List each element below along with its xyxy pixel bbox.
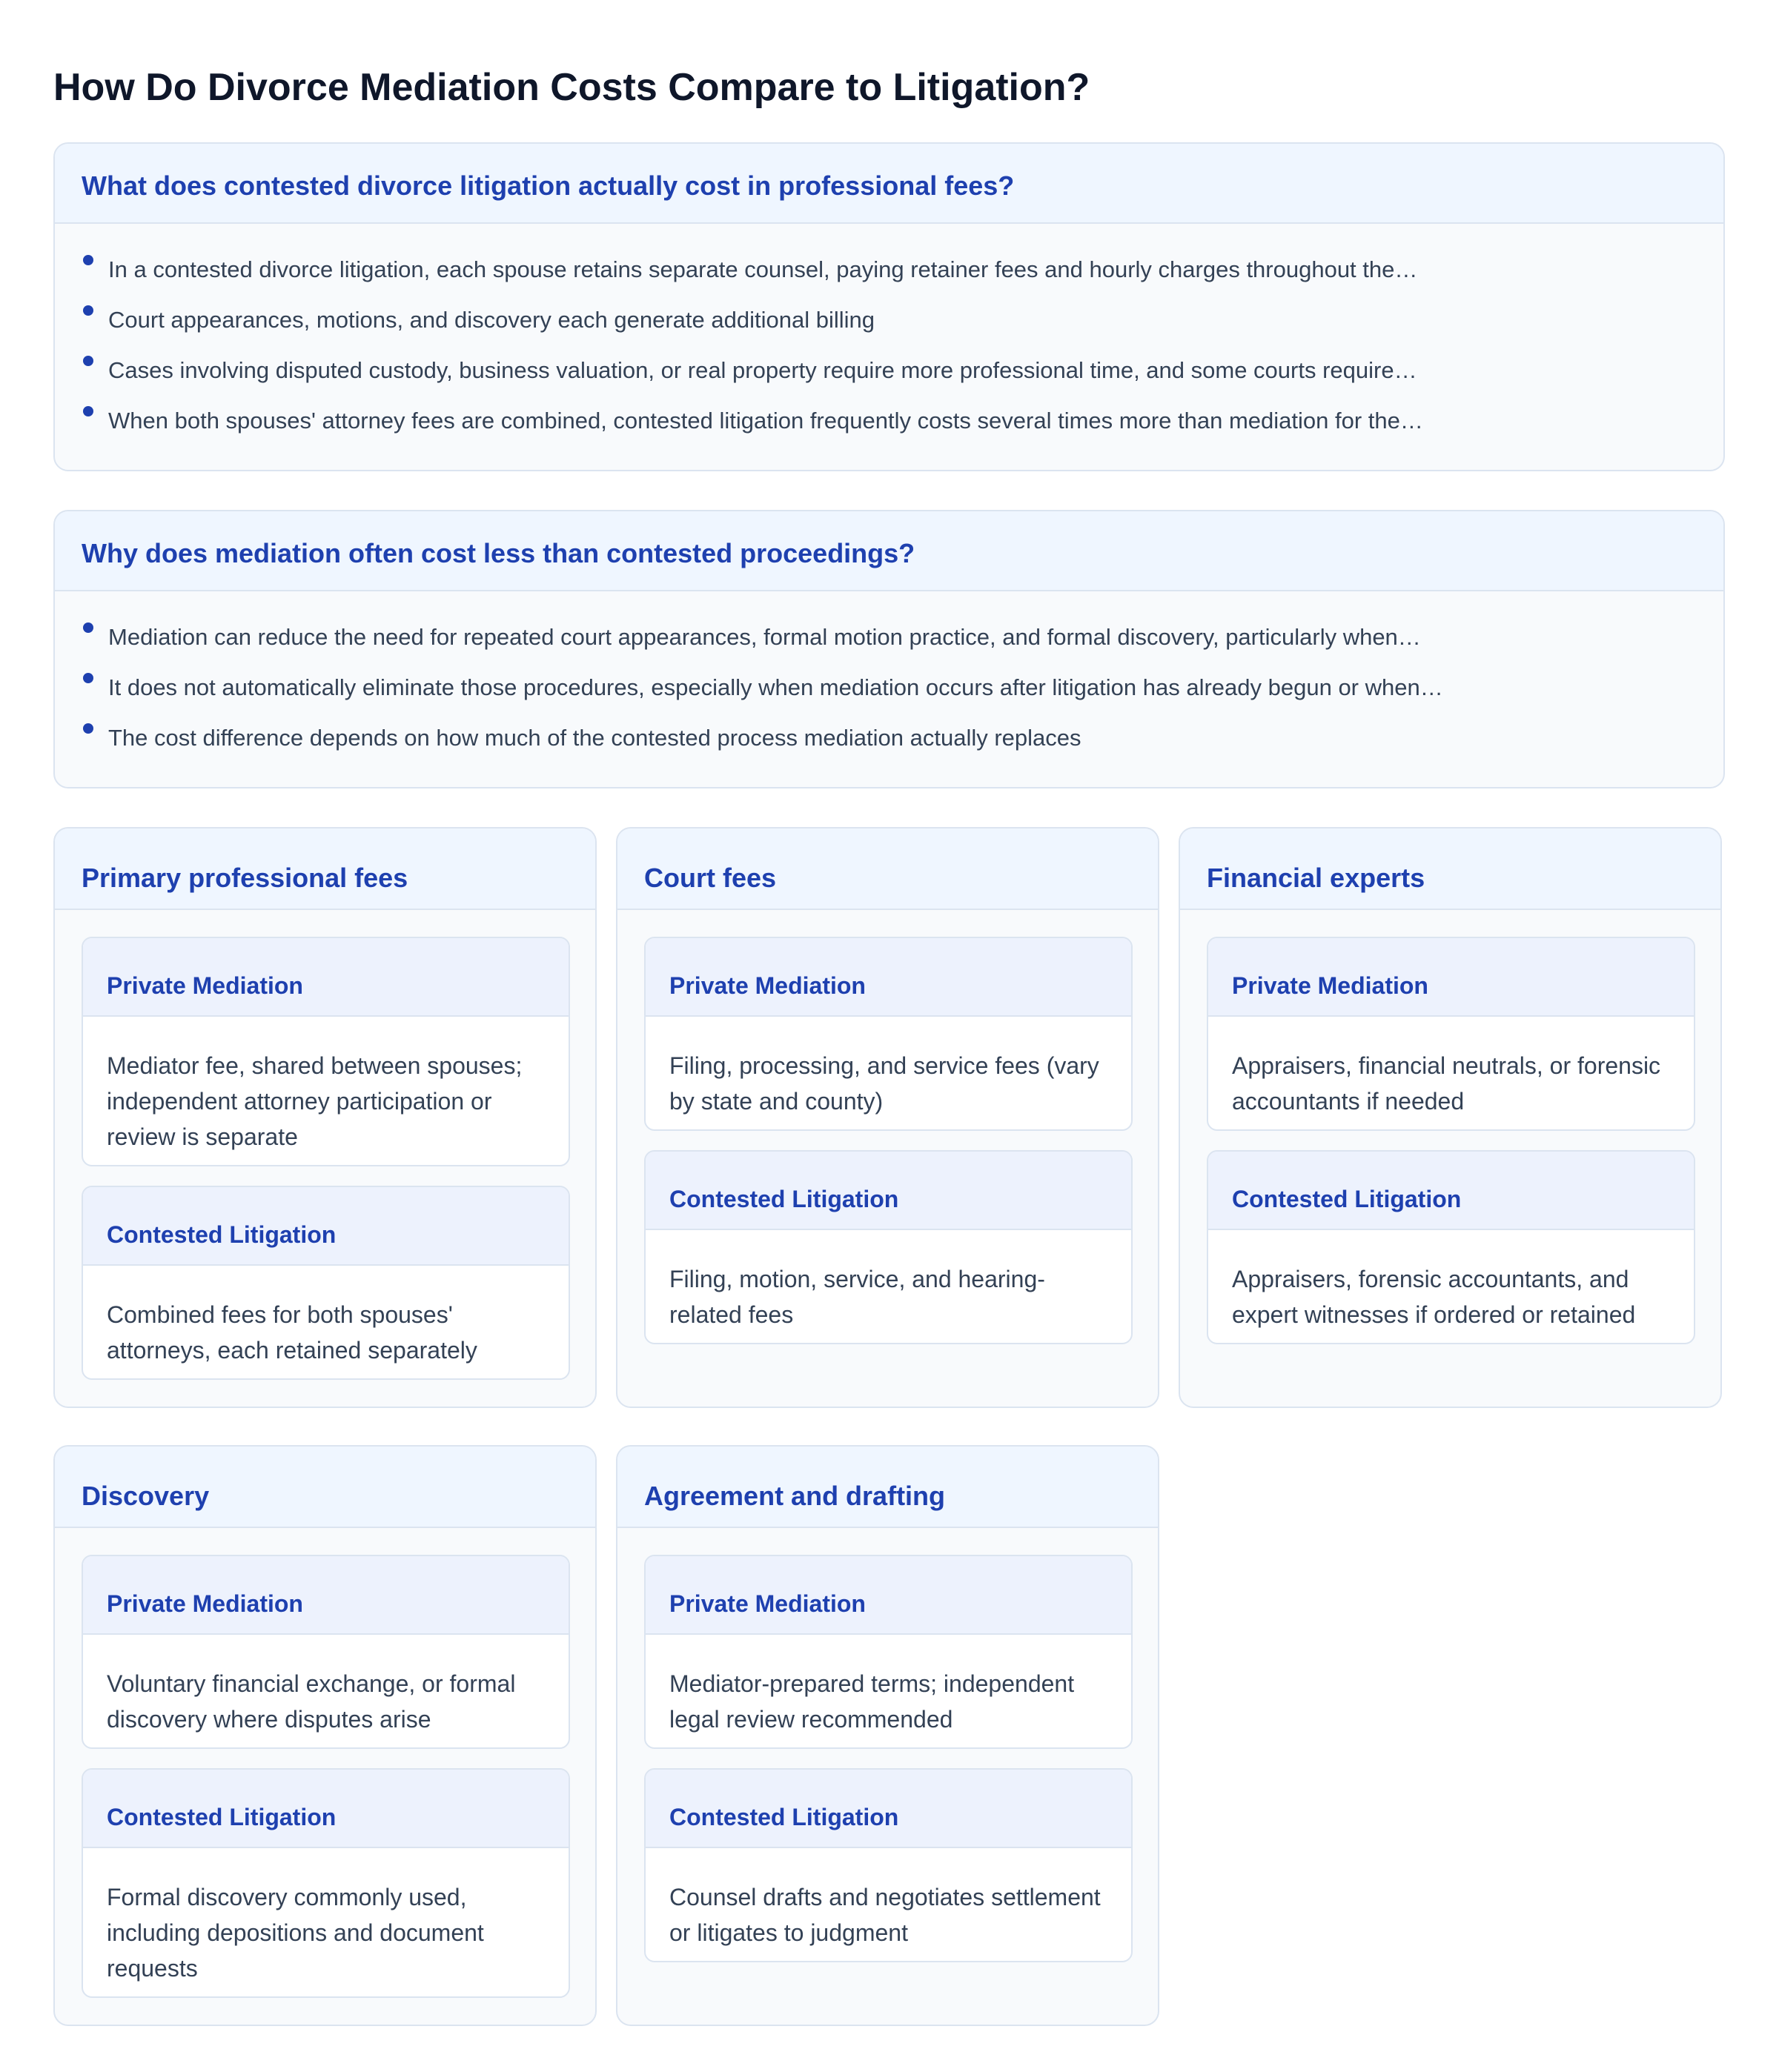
card-header: [617, 1447, 1158, 1528]
litigation-text: Combined fees for both spouses' attorneys, each retained separately: [107, 1301, 477, 1364]
faq-question: Why does mediation often cost less than contested proceedings?: [82, 538, 915, 568]
card-title: Primary professional fees: [82, 863, 408, 893]
card-title: Discovery: [82, 1481, 210, 1511]
bullet-text: The cost difference depends on how much of the contested process mediation actually replaces: [108, 725, 1081, 751]
mediation-text: Filing, processing, and service fees (vary by state and county): [669, 1052, 1099, 1115]
mediation-label: Private Mediation: [107, 1590, 303, 1617]
bullet-dot-icon: [83, 305, 93, 316]
bullet-item: [82, 253, 1697, 304]
bullet-item: [82, 304, 1697, 354]
mediation-box: [82, 1555, 570, 1749]
bullet-dot-icon: [83, 673, 93, 683]
faq-header: [55, 511, 1723, 591]
litigation-text: Filing, motion, service, and hearing-related fees: [669, 1266, 1045, 1328]
mediation-box: [644, 937, 1133, 1131]
bullet-item: [82, 671, 1697, 722]
mediation-label: Private Mediation: [669, 1590, 866, 1617]
card-title: Agreement and drafting: [644, 1481, 946, 1511]
mediation-box: [644, 1555, 1133, 1749]
litigation-text: Formal discovery commonly used, including depositions and document requests: [107, 1884, 484, 1982]
bullet-dot-icon: [83, 723, 93, 734]
bullet-text: Mediation can reduce the need for repeated court appearances, formal motion practice, and formal discovery, particularly when…: [108, 624, 1421, 650]
comparison-card: [53, 1445, 597, 2026]
litigation-box: [1207, 1150, 1695, 1344]
mediation-label: Private Mediation: [1232, 972, 1428, 999]
bullet-text: Cases involving disputed custody, business valuation, or real property require more professional time, and some courts require…: [108, 357, 1417, 383]
faq-header: [55, 144, 1723, 224]
comparison-grid: [53, 827, 1725, 2026]
litigation-header: [83, 1770, 569, 1848]
bullet-item: [82, 621, 1697, 671]
card-body: [55, 910, 595, 1380]
mediation-label: Private Mediation: [107, 972, 303, 999]
litigation-box: [82, 1186, 570, 1380]
mediation-text: Mediator-prepared terms; independent legal review recommended: [669, 1670, 1075, 1733]
litigation-text: Counsel drafts and negotiates settlement or litigates to judgment: [669, 1884, 1101, 1946]
comparison-card: [53, 827, 597, 1408]
bullet-dot-icon: [83, 622, 93, 633]
litigation-header: [83, 1187, 569, 1266]
card-header: [1180, 829, 1720, 910]
mediation-header: [646, 1556, 1131, 1635]
card-header: [55, 1447, 595, 1528]
comparison-card: [616, 1445, 1159, 2026]
mediation-text: Appraisers, financial neutrals, or forensic accountants if needed: [1232, 1052, 1661, 1115]
bullet-text: It does not automatically eliminate those procedures, especially when mediation occurs after litigation has already begun or when…: [108, 674, 1443, 700]
bullet-item: [82, 722, 1697, 772]
litigation-label: Contested Litigation: [107, 1221, 337, 1248]
litigation-text: Appraisers, forensic accountants, and expert witnesses if ordered or retained: [1232, 1266, 1636, 1328]
litigation-box: [82, 1768, 570, 1998]
mediation-box: [82, 937, 570, 1166]
faq-answer: [55, 591, 1723, 787]
card-body: [1180, 910, 1720, 1344]
litigation-header: [646, 1770, 1131, 1848]
mediation-header: [83, 1556, 569, 1635]
litigation-box: [644, 1768, 1133, 1962]
card-body: [55, 1528, 595, 1998]
card-header: [55, 829, 595, 910]
faq-section: [53, 142, 1725, 471]
card-body: [617, 910, 1158, 1344]
card-title: Financial experts: [1207, 863, 1425, 893]
bullet-dot-icon: [83, 406, 93, 416]
mediation-box: [1207, 937, 1695, 1131]
comparison-card: [1179, 827, 1722, 1408]
bullet-text: When both spouses' attorney fees are combined, contested litigation frequently costs several times more than mediation for the…: [108, 408, 1423, 434]
mediation-text: Voluntary financial exchange, or formal discovery where disputes arise: [107, 1670, 516, 1733]
litigation-label: Contested Litigation: [1232, 1186, 1462, 1212]
litigation-header: [1208, 1152, 1694, 1230]
mediation-header: [83, 938, 569, 1017]
litigation-box: [644, 1150, 1133, 1344]
faq-answer: [55, 224, 1723, 470]
litigation-label: Contested Litigation: [107, 1804, 337, 1830]
litigation-label: Contested Litigation: [669, 1186, 899, 1212]
bullet-dot-icon: [83, 255, 93, 265]
mediation-header: [1208, 938, 1694, 1017]
card-title: Court fees: [644, 863, 777, 893]
bullet-text: In a contested divorce litigation, each spouse retains separate counsel, paying retainer fees and hourly charges throughout the…: [108, 256, 1418, 282]
comparison-card: [616, 827, 1159, 1408]
mediation-header: [646, 938, 1131, 1017]
page-title: How Do Divorce Mediation Costs Compare to Litigation?: [53, 66, 1090, 109]
faq-question: What does contested divorce litigation actually cost in professional fees?: [82, 170, 1015, 201]
bullet-item: [82, 354, 1697, 405]
card-header: [617, 829, 1158, 910]
bullet-text: Court appearances, motions, and discovery each generate additional billing: [108, 307, 875, 333]
mediation-text: Mediator fee, shared between spouses; independent attorney participation or review is separate: [107, 1052, 523, 1150]
litigation-label: Contested Litigation: [669, 1804, 899, 1830]
mediation-label: Private Mediation: [669, 972, 866, 999]
bullet-item: [82, 405, 1697, 455]
card-body: [617, 1528, 1158, 1962]
litigation-header: [646, 1152, 1131, 1230]
bullet-dot-icon: [83, 356, 93, 366]
faq-section: [53, 510, 1725, 788]
